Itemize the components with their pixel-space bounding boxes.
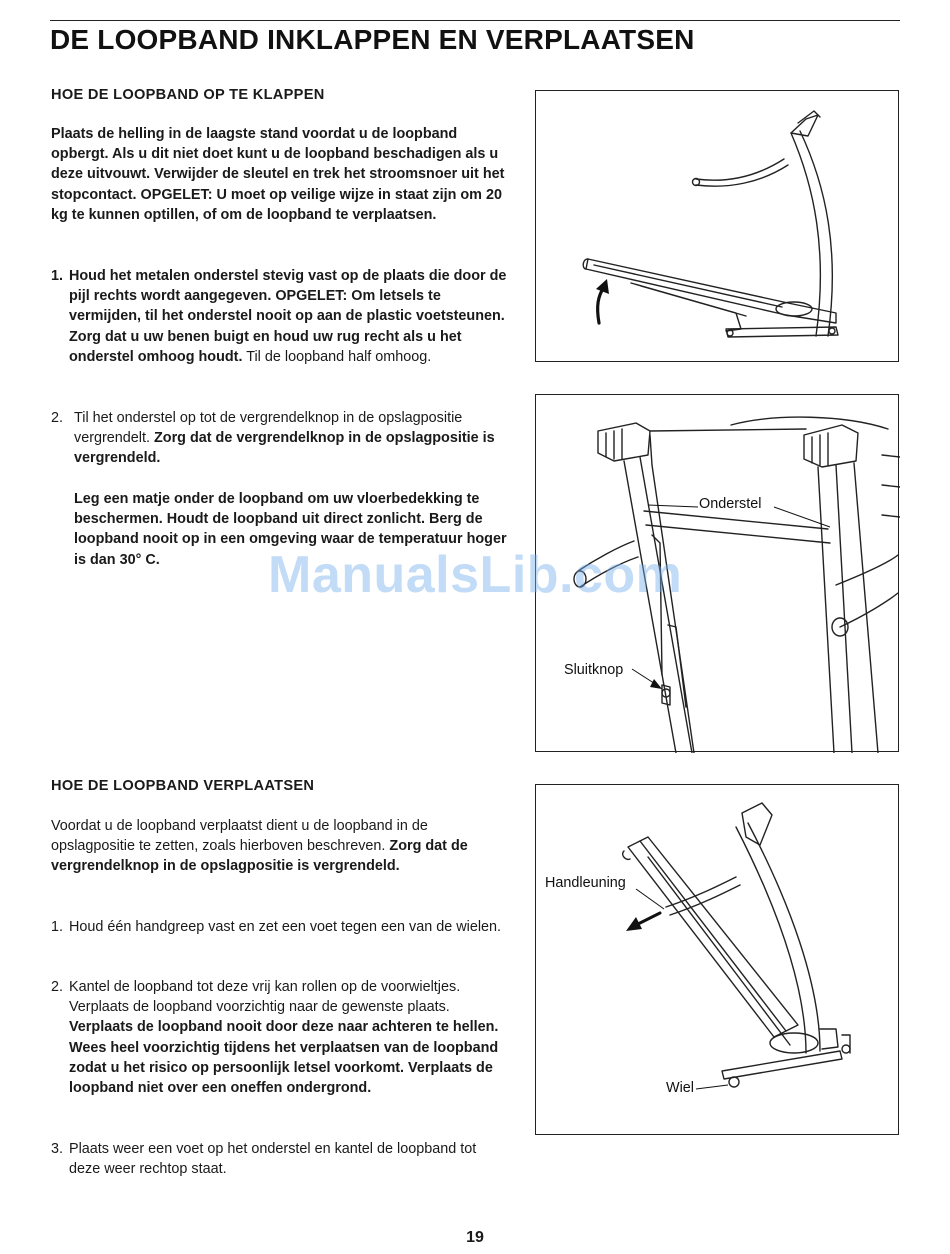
fold-step-2: [51, 408, 513, 469]
watermark: ManualsLib.com: [268, 546, 683, 604]
treadmill-tilted-illustration: [536, 785, 900, 1136]
move-step-2-bold: Verplaats de loopband nooit door deze naar achteren te hellen. Wees heel voorzichtig tijdens het verplaatsen van de loopband zodat u het risico op persoonlijk letsel voorkomt. Verplaats de loopband niet over een oneffen ondergrond.: [69, 1019, 499, 1097]
move-step-1-text: Houd één handgreep vast en zet een voet tegen een van de wielen.: [69, 919, 502, 935]
frame-leader-line-left: [648, 505, 698, 507]
page-number: 19: [466, 1229, 484, 1246]
move-section-heading: HOE DE LOOPBAND VERPLAATSEN: [51, 778, 315, 794]
move-intro-block: [51, 816, 507, 877]
label-frame: Onderstel: [699, 496, 762, 512]
move-step-2-regular: Kantel de loopband tot deze vrij kan rollen op de voorwieltjes. Verplaats de loopband voorzichtig naar de gewenste plaats.: [69, 979, 461, 1016]
fold-step-2-regular: Til het onderstel op tot de vergrendelknop in de opslagpositie vergrendelt.: [74, 410, 463, 447]
knob-arrowhead-icon: [650, 679, 662, 689]
fold-note-text: Leg een matje onder de loopband om uw vloerbedekking te beschermen. Houdt de loopband uit direct zonlicht. Berg de loopband nooit op in een omgeving waar de temperatuur hoger is dan 30° C.: [74, 491, 507, 568]
top-rule: [50, 20, 900, 21]
page-title: DE LOOPBAND INKLAPPEN EN VERPLAATSEN: [50, 24, 695, 55]
handrail-leader-line: [636, 889, 664, 909]
move-step-2-number: 2.: [51, 979, 64, 995]
fold-step-1-number: 1.: [51, 268, 64, 284]
figure-fold-half-raised: [535, 90, 899, 362]
label-locking-knob: Sluitknop: [564, 662, 624, 678]
move-step-3-text: Plaats weer een voet op het onderstel en kantel de loopband tot deze weer rechtop staat.: [69, 1141, 477, 1178]
move-step-1-number: 1.: [51, 919, 64, 935]
fold-section-heading-block: [51, 85, 516, 105]
fold-step-1-bold: Houd het metalen onderstel stevig vast op de plaats die door de pijl rechts wordt aangegeven. OPGELET: Om letsels te vermijden, til het onderstel nooit op aan de plastic voetsteunen. Zorg dat u uw benen buigt en houd uw rug recht als u het onderstel omhoog houdt.: [69, 268, 507, 365]
fold-step-1-regular: Til de loopband half omhoog.: [246, 348, 432, 365]
label-handrail: Handleuning: [545, 875, 626, 891]
move-step-2: [51, 977, 513, 1098]
move-step-3: [51, 1139, 509, 1179]
move-arrow-icon: [636, 913, 660, 925]
fold-intro-block: [51, 124, 511, 225]
label-wheel: Wiel: [666, 1080, 694, 1096]
figure-move-tilt: [535, 784, 899, 1135]
fold-step-2-bold: Zorg dat de vergrendelknop in de opslagpositie is vergrendeld.: [74, 430, 495, 467]
lift-arrow-icon: [598, 287, 604, 323]
treadmill-half-raised-illustration: [536, 91, 900, 363]
move-step-3-number: 3.: [51, 1141, 64, 1157]
fold-section-heading: HOE DE LOOPBAND OP TE KLAPPEN: [51, 87, 325, 103]
move-intro-bold: Zorg dat de vergrendelknop in de opslagpositie is vergrendeld.: [51, 838, 468, 875]
move-intro-regular: Voordat u de loopband verplaatst dient u de loopband in de opslagpositie te zetten, zoals hierboven beschreven.: [51, 818, 428, 855]
fold-intro-text: Plaats de helling in de laagste stand voordat u de loopband opbergt. Als u dit niet doet kunt u de loopband beschadigen als u deze uitvouwt. Verwijder de sleutel en trek het stroomsnoer uit het stopcontact. OPGELET: U moet op veilige wijze in staat zijn om 20 kg te kunnen optillen, of om de loopband te verplaatsen.: [51, 126, 505, 223]
fold-step-1: [51, 266, 509, 367]
wheel-leader-line: [696, 1085, 728, 1089]
move-step-1: [51, 917, 509, 937]
move-section-heading-block: [51, 776, 516, 796]
fold-step-2-number: 2.: [51, 410, 64, 426]
